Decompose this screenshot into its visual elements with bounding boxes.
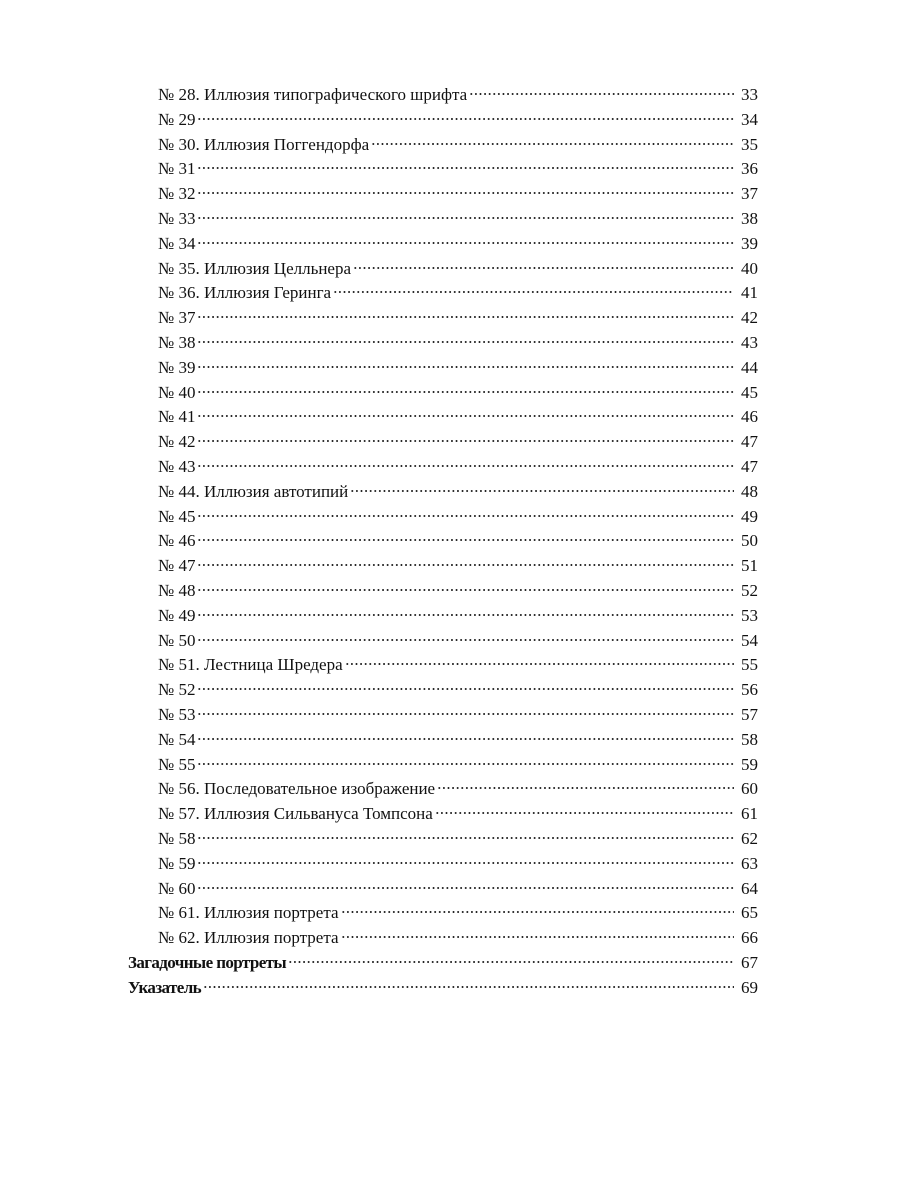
toc-entry-label: № 44. Иллюзия автотипий	[158, 481, 349, 501]
toc-entry-label: № 49	[158, 605, 196, 625]
toc-entry-label: № 34	[158, 233, 196, 253]
toc-entry-54[interactable]	[128, 728, 758, 753]
toc-page-number: 60	[741, 779, 758, 799]
dot-leader	[288, 960, 734, 964]
toc-entry-48[interactable]	[128, 579, 758, 604]
toc-entry-49[interactable]	[128, 604, 758, 629]
toc-entry-41[interactable]	[128, 405, 758, 430]
toc-entry-label: № 58	[158, 828, 196, 848]
toc-entry-label: № 41	[158, 407, 196, 427]
table-of-contents	[128, 83, 758, 1000]
dot-leader	[333, 290, 734, 294]
toc-entry-label: № 61. Иллюзия портрета	[158, 903, 339, 923]
toc-entry-42[interactable]	[128, 430, 758, 455]
toc-page-number: 56	[741, 680, 758, 700]
toc-entry-44[interactable]	[128, 480, 758, 505]
dot-leader	[197, 216, 734, 220]
toc-entry-40[interactable]	[128, 381, 758, 406]
toc-page-number: 38	[741, 208, 758, 228]
toc-entry-label: № 62. Иллюзия портрета	[158, 928, 339, 948]
toc-page-number: 62	[741, 828, 758, 848]
dot-leader	[435, 811, 734, 815]
toc-entry-58[interactable]	[128, 827, 758, 852]
toc-page-number: 57	[741, 704, 758, 724]
dot-leader	[197, 737, 734, 741]
dot-leader	[197, 365, 734, 369]
toc-entry-61[interactable]	[128, 901, 758, 926]
toc-page-number: 44	[741, 357, 758, 377]
toc-entry-53[interactable]	[128, 703, 758, 728]
toc-page-number: 49	[741, 506, 758, 526]
toc-page-number: 52	[741, 580, 758, 600]
toc-entry-label: № 47	[158, 556, 196, 576]
toc-page-number: 36	[741, 159, 758, 179]
toc-entry-label: № 43	[158, 456, 196, 476]
toc-entry-34[interactable]	[128, 232, 758, 257]
toc-entry-label: № 54	[158, 729, 196, 749]
toc-entry-label: № 45	[158, 506, 196, 526]
dot-leader	[341, 910, 734, 914]
toc-page-number: 65	[741, 903, 758, 923]
toc-entry-62[interactable]	[128, 926, 758, 951]
toc-page-number: 37	[741, 184, 758, 204]
toc-entry-33[interactable]	[128, 207, 758, 232]
dot-leader	[197, 563, 734, 567]
dot-leader	[197, 315, 734, 319]
toc-entry-45[interactable]	[128, 505, 758, 530]
toc-entry-label: № 35. Иллюзия Целльнера	[158, 258, 352, 278]
toc-entry-59[interactable]	[128, 852, 758, 877]
toc-page-number: 34	[741, 109, 758, 129]
toc-section-label: Загадочные портреты	[128, 952, 287, 972]
dot-leader	[197, 340, 734, 344]
dot-leader	[353, 266, 734, 270]
toc-entry-label: № 59	[158, 853, 196, 873]
toc-entry-label: № 29	[158, 109, 196, 129]
dot-leader	[197, 762, 734, 766]
dot-leader	[197, 836, 734, 840]
toc-page-number: 46	[741, 407, 758, 427]
toc-section-label: Указатель	[128, 977, 202, 997]
toc-page-number: 58	[741, 729, 758, 749]
dot-leader	[197, 687, 734, 691]
dot-leader	[197, 712, 734, 716]
dot-leader	[350, 489, 734, 493]
toc-page-number: 63	[741, 853, 758, 873]
toc-page-number: 64	[741, 878, 758, 898]
dot-leader	[197, 588, 734, 592]
toc-entry-label: № 32	[158, 184, 196, 204]
toc-entry-label: № 30. Иллюзия Поггендорфа	[158, 134, 370, 154]
dot-leader	[197, 861, 734, 865]
toc-entry-37[interactable]	[128, 306, 758, 331]
dot-leader	[203, 985, 734, 989]
toc-section-index[interactable]	[128, 976, 758, 1001]
toc-entry-label: № 51. Лестница Шредера	[158, 655, 343, 675]
toc-entry-30[interactable]	[128, 133, 758, 158]
toc-entry-57[interactable]	[128, 802, 758, 827]
toc-entry-label: № 53	[158, 704, 196, 724]
toc-entry-28[interactable]	[128, 83, 758, 108]
toc-page-number: 51	[741, 556, 758, 576]
dot-leader	[197, 166, 734, 170]
toc-entry-label: № 55	[158, 754, 196, 774]
dot-leader	[197, 241, 734, 245]
toc-entry-29[interactable]	[128, 108, 758, 133]
dot-leader	[197, 638, 734, 642]
toc-entry-36[interactable]	[128, 281, 758, 306]
dot-leader	[197, 464, 734, 468]
toc-page-number: 43	[741, 332, 758, 352]
toc-entry-50[interactable]	[128, 629, 758, 654]
dot-leader	[469, 92, 734, 96]
dot-leader	[197, 613, 734, 617]
toc-entry-label: № 37	[158, 308, 196, 328]
toc-entry-51[interactable]	[128, 653, 758, 678]
toc-page-number: 45	[741, 382, 758, 402]
toc-page-number: 55	[741, 655, 758, 675]
toc-entry-55[interactable]	[128, 753, 758, 778]
dot-leader	[437, 786, 734, 790]
toc-page-number: 35	[741, 134, 758, 154]
toc-entry-43[interactable]	[128, 455, 758, 480]
toc-entry-39[interactable]	[128, 356, 758, 381]
toc-entry-56[interactable]	[128, 777, 758, 802]
toc-page-number: 40	[741, 258, 758, 278]
toc-entry-label: № 57. Иллюзия Сильвануса Томпсона	[158, 804, 433, 824]
toc-page-number: 69	[741, 977, 758, 997]
toc-entry-32[interactable]	[128, 182, 758, 207]
toc-page-number: 66	[741, 928, 758, 948]
dot-leader	[197, 191, 734, 195]
toc-entry-label: № 31	[158, 159, 196, 179]
dot-leader	[341, 935, 734, 939]
toc-page-number: 59	[741, 754, 758, 774]
dot-leader	[197, 390, 734, 394]
dot-leader	[197, 414, 734, 418]
toc-page-number: 42	[741, 308, 758, 328]
toc-page-number: 41	[741, 283, 758, 303]
toc-entry-label: № 40	[158, 382, 196, 402]
dot-leader	[197, 514, 734, 518]
toc-page-number: 67	[741, 952, 758, 972]
toc-entry-31[interactable]	[128, 157, 758, 182]
toc-page-number: 39	[741, 233, 758, 253]
toc-entry-label: № 50	[158, 630, 196, 650]
dot-leader	[197, 117, 734, 121]
toc-page-number: 33	[741, 85, 758, 104]
toc-entry-label: № 56. Последовательное изображение	[158, 779, 436, 799]
dot-leader	[197, 886, 734, 890]
toc-page-number: 54	[741, 630, 758, 650]
toc-page-number: 47	[741, 432, 758, 452]
toc-entry-46[interactable]	[128, 529, 758, 554]
dot-leader	[197, 439, 734, 443]
toc-entry-label: № 48	[158, 580, 196, 600]
toc-page-number: 47	[741, 456, 758, 476]
toc-entry-label: № 39	[158, 357, 196, 377]
toc-entry-label: № 52	[158, 680, 196, 700]
toc-entry-label: № 46	[158, 531, 196, 551]
toc-entry-label: № 33	[158, 208, 196, 228]
toc-section-portraits[interactable]	[128, 951, 758, 976]
toc-entry-35[interactable]	[128, 257, 758, 282]
toc-entry-label: № 28. Иллюзия типографического шрифта	[158, 85, 468, 104]
toc-page-number: 53	[741, 605, 758, 625]
toc-entry-label: № 42	[158, 432, 196, 452]
toc-entry-52[interactable]	[128, 678, 758, 703]
dot-leader	[197, 538, 734, 542]
toc-entry-label: № 60	[158, 878, 196, 898]
dot-leader	[345, 662, 734, 666]
toc-page-number: 48	[741, 481, 758, 501]
dot-leader	[371, 142, 734, 146]
toc-entry-60[interactable]	[128, 877, 758, 902]
toc-entry-label: № 38	[158, 332, 196, 352]
toc-entry-38[interactable]	[128, 331, 758, 356]
toc-page-number: 61	[741, 804, 758, 824]
toc-page-number: 50	[741, 531, 758, 551]
toc-entry-47[interactable]	[128, 554, 758, 579]
toc-entry-label: № 36. Иллюзия Геринга	[158, 283, 332, 303]
